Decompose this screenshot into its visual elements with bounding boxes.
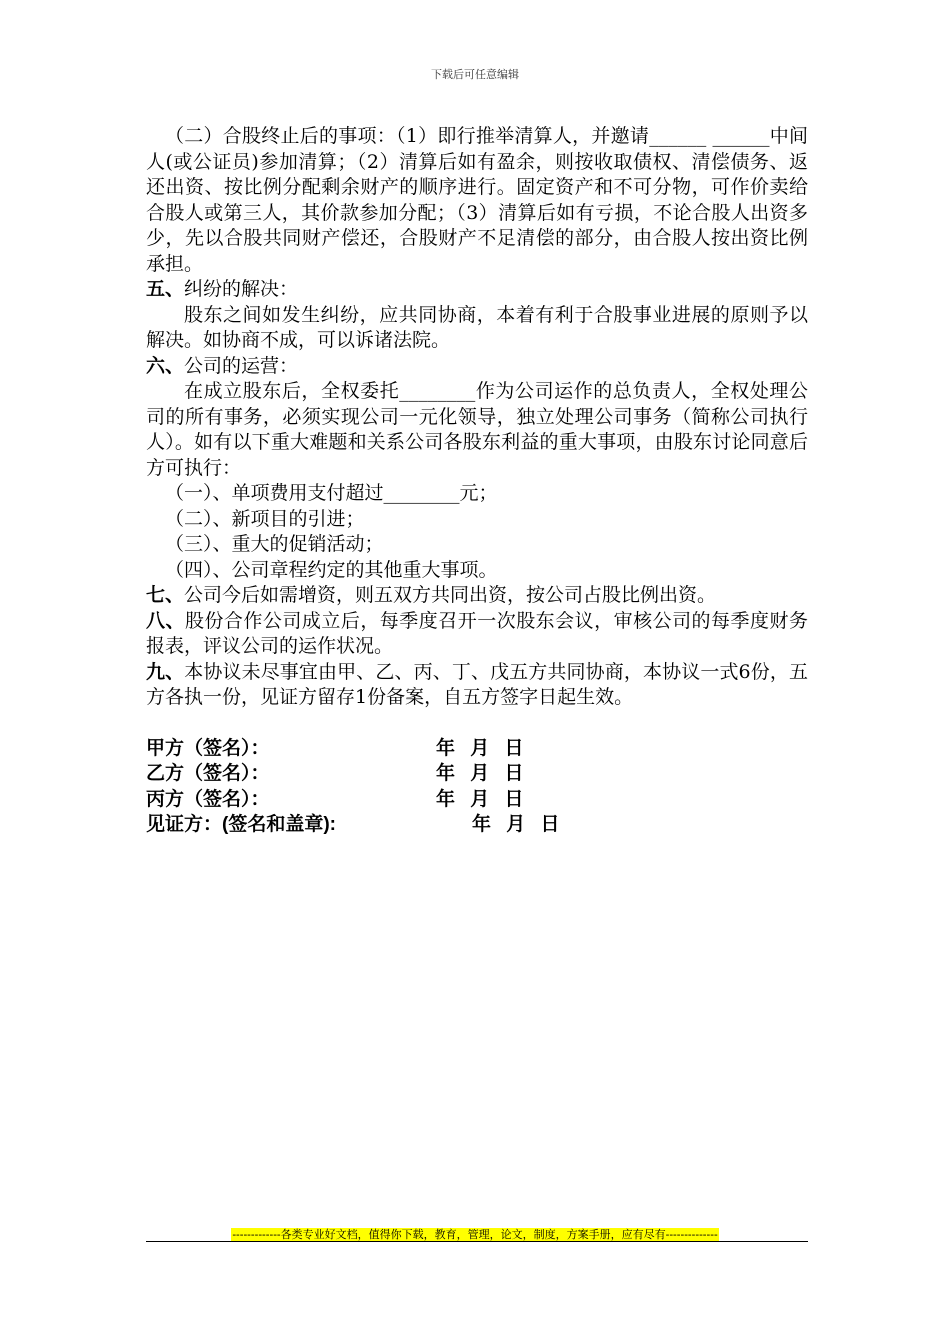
section-5-body: 股东之间如发生纠纷，应共同协商，本着有利于合股事业进展的原则予以解决。如协商不成，可以诉诸法院。 [146, 303, 808, 351]
signature-label: 丙方（签名）： [146, 788, 270, 810]
page-header: 下载后可任意编辑 [431, 68, 519, 81]
section-number: 八、 [146, 609, 185, 632]
section-number: 五、 [146, 278, 185, 300]
section-5-heading [146, 277, 808, 303]
section-7 [146, 583, 808, 609]
signature-label: 乙方（签名）： [146, 763, 270, 784]
signature-row [146, 761, 808, 787]
list-item: （一）、单项费用支付超过________元； [165, 482, 498, 504]
section-8 [146, 609, 808, 660]
section-number: 七、 [146, 584, 185, 606]
section-body: 公司今后如需增资，则五双方共同出资，按公司占股比例出资。 [184, 584, 717, 606]
signature-row [146, 812, 808, 838]
section-9 [146, 660, 808, 711]
footer-banner: -------------各类专业好文档，值得你下载，教育，管理，论文，制度，方案手册，应有尽有-------------- [232, 1228, 718, 1241]
signature-label: 见证方：(签名和盖章): [146, 814, 336, 835]
document-body [146, 124, 808, 838]
signature-label: 甲方（签名）： [146, 737, 270, 759]
section-title: 公司的运营： [184, 354, 299, 377]
section-body: 本协议未尽事宜由甲、乙、丙、丁、戊五方共同协商，本协议一式6份，五方各执一份，见证方留存1份备案，自五方签字日起生效。 [146, 660, 808, 708]
section-title: 纠纷的解决： [184, 278, 299, 300]
signature-block [146, 736, 808, 838]
paragraph-termination: （二）合股终止后的事项：（1）即行推举清算人，并邀请______ ______中间人(或公证员)参加清算；（2）清算后如有盈余，则按收取债权、清偿债务、返还出资、按比例分配剩余财产的顺序进行。固定资产和不可分物，可作价卖给合股人或第三人，其价款参加分配；（3）清算后如有亏损，不论合股人出资多少，先以合股共同财产偿还，合股财产不足清偿的部分，由合股人按出资比例承担。 [146, 125, 808, 275]
signature-date: 年 月 日 [436, 737, 524, 759]
section-6-heading [146, 354, 808, 380]
signature-date: 年 月 日 [436, 763, 524, 784]
list-item: （三）、重大的促销活动； [165, 533, 384, 555]
signature-row [146, 736, 808, 762]
section-number: 六、 [146, 354, 185, 377]
list-item: （四）、公司章程约定的其他重大事项。 [165, 558, 498, 581]
section-6-body: 在成立股东后，全权委托________作为公司运作的总负责人，全权处理公司的所有事务，必须实现公司一元化领导，独立处理公司事务（简称公司执行人）。如有以下重大难题和关系公司各股东利益的重大事项，由股东讨论同意后方可执行： [146, 380, 808, 479]
footer-divider [146, 1241, 808, 1242]
signature-date: 年 月 日 [472, 814, 560, 835]
section-body: 股份合作公司成立后，每季度召开一次股东会议，审核公司的每季度财务报表，评议公司的运作状况。 [146, 609, 808, 657]
signature-row [146, 787, 808, 813]
section-number: 九、 [146, 660, 185, 683]
signature-date: 年 月 日 [436, 788, 524, 810]
page-footer [0, 1226, 950, 1242]
list-item: （二）、新项目的引进； [165, 507, 365, 530]
